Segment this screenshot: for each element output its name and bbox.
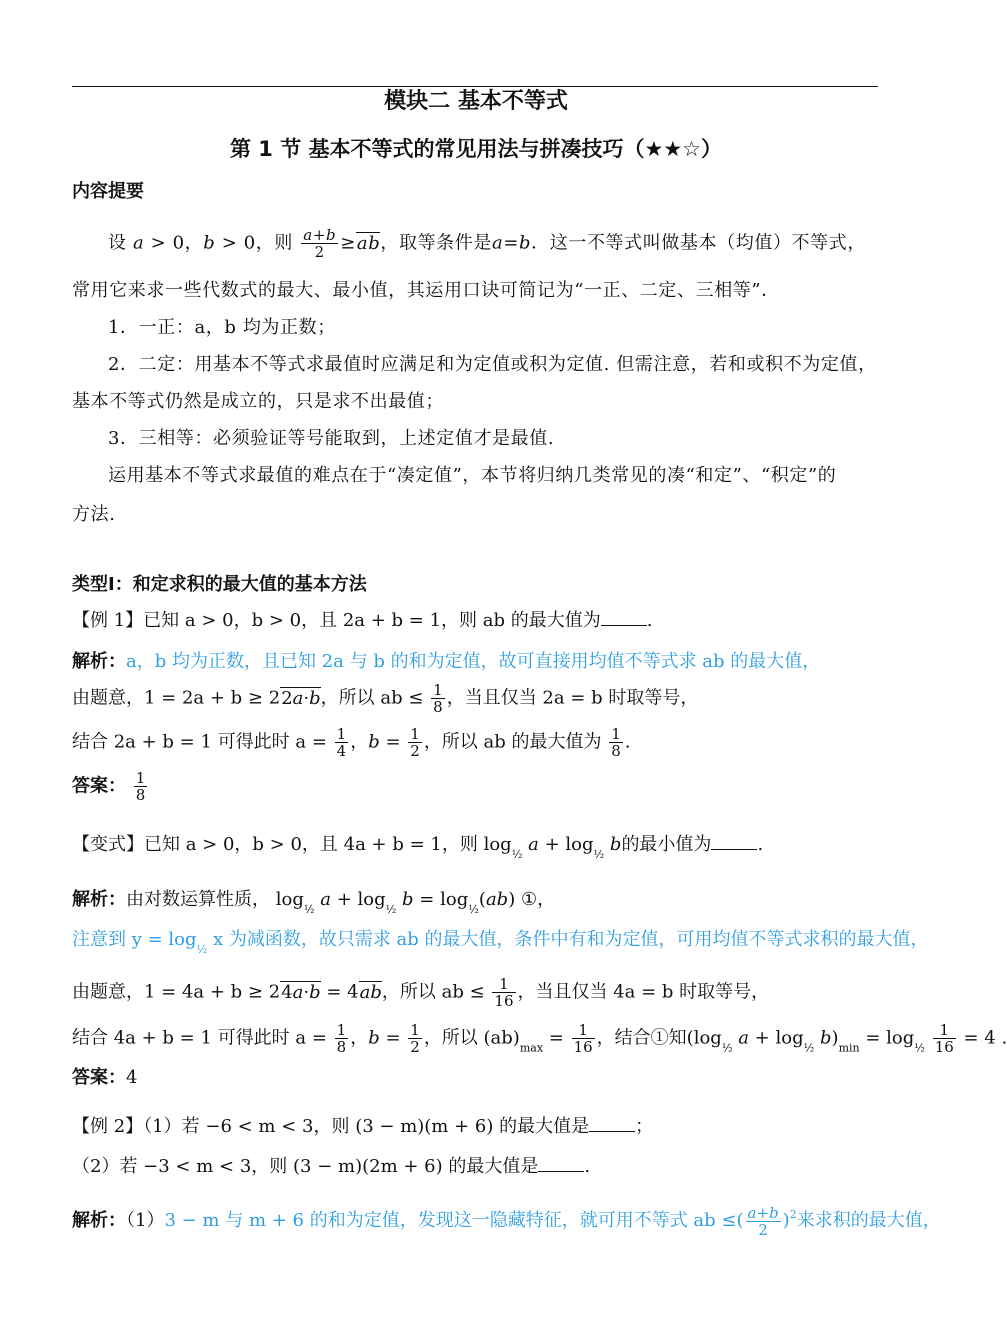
summary-heading: 内容提要 bbox=[72, 181, 144, 202]
answer-blank bbox=[601, 611, 647, 626]
type1-heading: 类型Ⅰ：和定求积的最大值的基本方法 bbox=[72, 574, 367, 595]
fraction-a-plus-b-over-2: $\frac{a+b}{2}$ bbox=[303, 226, 337, 261]
summary-paragraph-line1: 设 a > 0，b > 0，则 $\frac{a+b}{2}$ ≥ab，取等条件是a=b．这一不等式叫做基本（均值）不等式， bbox=[108, 226, 866, 261]
answer-blank bbox=[589, 1117, 635, 1132]
module-title: 模块二 基本不等式 bbox=[384, 89, 568, 114]
top-rule bbox=[72, 86, 878, 87]
example2-part1: 【例 2】（1）若 −6 < m < 3，则 (3 − m)(m + 6) 的最大值是 ； bbox=[72, 1116, 654, 1137]
summary-item-2-line2: 基本不等式仍然是成立的，只是求不出最值； bbox=[72, 391, 444, 412]
answer-fraction: $\frac{1}{8}$ bbox=[135, 769, 146, 804]
variant-analysis-line3: 由题意，1 = 4a + b ≥ 24a·b = 4ab，所以 ab ≤ $\frac{1}{16}$ ，当且仅当 4a = b 时取等号， bbox=[72, 975, 770, 1010]
section-title: 第 1 节 基本不等式的常见用法与拼凑技巧（★★☆） bbox=[229, 137, 723, 161]
variant-analysis-line1: 解析：由对数运算性质， $\log_{\frac{1}{2}} a + \log_{\frac{1}{2}} b = \log_{\frac{1}{2}}(ab)$ ①， bbox=[72, 889, 556, 916]
example1-analysis-line3: 结合 2a + b = 1 可得此时 a = $\frac{1}{4}$ ，b = $\frac{1}{2}$ ，所以 ab 的最大值为 $\frac{1}{8}$ . bbox=[72, 725, 631, 760]
variant-answer: 答案：4 bbox=[72, 1067, 138, 1088]
answer-blank bbox=[711, 835, 757, 850]
example1-analysis-line2: 由题意，1 = 2a + b ≥ 22a·b，所以 ab ≤ $\frac{1}{8}$ ，当且仅当 2a = b 时取等号， bbox=[72, 681, 699, 716]
variant-analysis-line4: 结合 4a + b = 1 可得此时 a = $\frac{1}{8}$ ，b = $\frac{1}{2}$ ，所以 $(ab)_{max}$ = $\frac{1}{16}$ ，结合①知($\log_{\frac{1}{2}}$ $a + \log_{\frac{1}{2}} b)_{min} = \log_{\frac{1}{2}}$ $\frac{1}{16}$ = 4 . bbox=[72, 1021, 1007, 1056]
summary-last-line1: 运用基本不等式求最值的难点在于“凑定值”，本节将归纳几类常见的凑“和定”、“积定”的 bbox=[108, 465, 837, 486]
summary-item-1: 1．一正：a，b 均为正数； bbox=[108, 317, 336, 338]
example1-analysis-line1: 解析：a，b 均为正数，且已知 2a 与 b 的和为定值，故可直接用均值不等式求 ab 的最大值， bbox=[72, 651, 821, 672]
example1-problem: 【例 1】已知 a > 0，b > 0，且 2a + b = 1，则 ab 的最大值为 . bbox=[72, 610, 653, 631]
example2-analysis: 解析：（1）3 − m 与 m + 6 的和为定值，发现这一隐藏特征，就可用不等式 ab ≤( $\frac{a+b}{2}$ )$^2$来求积的最大值， bbox=[72, 1203, 941, 1239]
answer-blank bbox=[538, 1157, 584, 1172]
fraction-1-8: $\frac{1}{8}$ bbox=[433, 681, 443, 716]
variant-analysis-line2: 注意到 $y = \log_{\frac{1}{2}} x$ 为减函数，故只需求 ab 的最大值，条件中有和为定值，可用均值不等式求积的最大值， bbox=[72, 929, 929, 956]
example2-part2: （2）若 −3 < m < 3，则 (3 − m)(2m + 6) 的最大值是 . bbox=[72, 1156, 591, 1177]
summary-paragraph-line2: 常用它来求一些代数式的最大、最小值，其运用口诀可简记为“一正、二定、三相等”． bbox=[72, 280, 780, 301]
variant-problem: 【变式】已知 a > 0，b > 0，且 4a + b = 1，则 $\log_{\frac{1}{2}} a + \log_{\frac{1}{2}} b$的最小值为 . bbox=[72, 834, 764, 861]
summary-item-3: 3．三相等：必须验证等号能取到，上述定值才是最值. bbox=[108, 428, 555, 449]
summary-last-line2: 方法. bbox=[72, 504, 116, 525]
summary-item-2-line1: 2．二定：用基本不等式求最值时应满足和为定值或积为定值. 但需注意，若和或积不为定值， bbox=[108, 354, 877, 375]
example1-answer: 答案： $\frac{1}{8}$ bbox=[72, 769, 146, 804]
